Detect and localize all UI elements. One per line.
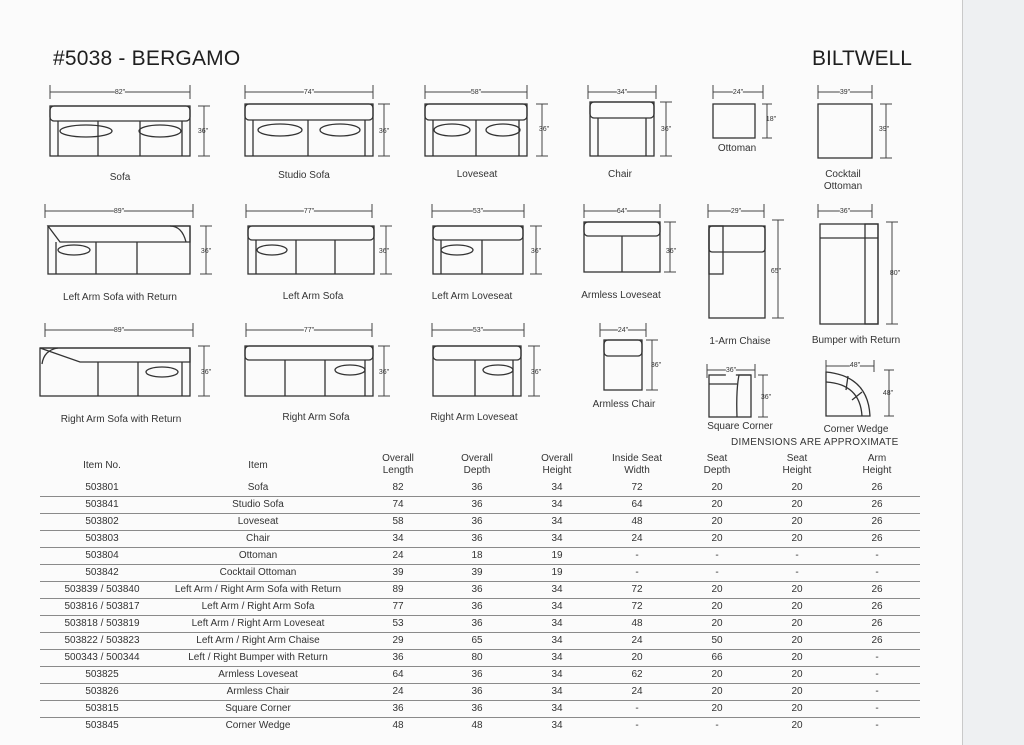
ottoman-drawing <box>713 104 755 138</box>
cell-depth: 36 <box>471 686 483 697</box>
cell-arm-height: 26 <box>871 499 883 510</box>
cell-depth: 39 <box>471 567 483 578</box>
cell-length: 82 <box>392 482 404 493</box>
label-corner-wedge: Corner Wedge <box>823 424 889 435</box>
cell-item-no: 503801 <box>85 482 119 493</box>
cell-length: 39 <box>392 567 404 578</box>
cell-seat-height: 20 <box>791 652 803 663</box>
cell-arm-height: 26 <box>871 618 883 629</box>
cell-height: 19 <box>551 550 563 561</box>
table-row <box>40 717 920 734</box>
cell-item: Left Arm / Right Arm Sofa with Return <box>174 584 342 595</box>
cell-seat-depth: - <box>715 720 719 731</box>
cell-depth: 36 <box>471 618 483 629</box>
dim-height-right-arm-loveseat: 36" <box>530 369 542 376</box>
left-arm-sofa-return-drawing <box>48 226 190 274</box>
table-row <box>40 564 920 582</box>
cell-depth: 36 <box>471 482 483 493</box>
cell-item: Ottoman <box>238 550 278 561</box>
cell-seat-height: 20 <box>791 618 803 629</box>
cell-seat-depth: 20 <box>711 686 723 697</box>
cell-item-no: 503826 <box>85 686 119 697</box>
label-studio-sofa: Studio Sofa <box>278 170 330 181</box>
cell-item: Armless Loveseat <box>218 669 298 680</box>
cell-item: Studio Sofa <box>232 499 284 510</box>
sofa-drawing <box>50 106 190 156</box>
cell-item-no: 503816 / 503817 <box>64 601 140 612</box>
label-left-arm-sofa-return: Left Arm Sofa with Return <box>63 292 177 303</box>
corner-wedge-drawing <box>826 372 870 416</box>
dim-width-right-arm-sofa-return: 89" <box>114 325 124 337</box>
table-row <box>40 700 920 718</box>
cocktail-ottoman-drawing <box>818 104 872 158</box>
label-left-arm-sofa: Left Arm Sofa <box>282 291 344 302</box>
cell-seat-height: 20 <box>791 482 803 493</box>
cell-inside-width: 62 <box>631 669 643 680</box>
cell-item-no: 503842 <box>85 567 119 578</box>
cell-arm-height: - <box>875 703 879 714</box>
cell-depth: 36 <box>471 499 483 510</box>
chair-drawing <box>590 102 654 156</box>
cell-inside-width: - <box>635 567 639 578</box>
dim-width-loveseat: 58" <box>471 87 481 99</box>
cell-inside-width: 24 <box>631 635 643 646</box>
cell-length: 29 <box>392 635 404 646</box>
cell-item-no: 503818 / 503819 <box>64 618 140 629</box>
cell-arm-height: 26 <box>871 516 883 527</box>
cell-height: 34 <box>551 516 563 527</box>
cell-item-no: 503802 <box>85 516 119 527</box>
table-row <box>40 649 920 667</box>
dim-height-left-arm-sofa: 36" <box>378 248 390 255</box>
cell-seat-height: 20 <box>791 720 803 731</box>
cell-arm-height: - <box>875 567 879 578</box>
cell-height: 34 <box>551 601 563 612</box>
cell-depth: 36 <box>471 601 483 612</box>
cell-height: 34 <box>551 499 563 510</box>
cell-item-no: 503845 <box>85 720 119 731</box>
table-row <box>40 513 920 531</box>
cell-item: Corner Wedge <box>225 720 291 731</box>
label-armless-loveseat: Armless Loveseat <box>581 290 661 301</box>
dim-height-right-arm-sofa: 36" <box>378 369 390 376</box>
cell-length: 34 <box>392 533 404 544</box>
cell-seat-depth: 20 <box>711 601 723 612</box>
cell-height: 34 <box>551 686 563 697</box>
dim-height-armless-loveseat: 36" <box>665 248 677 255</box>
table-row <box>40 547 920 565</box>
cell-length: 24 <box>392 550 404 561</box>
label-ottoman: Ottoman <box>717 143 757 154</box>
cell-arm-height: - <box>875 669 879 680</box>
th-seat-height: Seat Height <box>782 453 812 476</box>
cell-seat-depth: - <box>715 567 719 578</box>
cell-height: 34 <box>551 584 563 595</box>
table-row <box>40 683 920 701</box>
right-arm-loveseat-drawing <box>433 346 521 396</box>
cell-seat-depth: 20 <box>711 482 723 493</box>
studio-sofa-drawing <box>245 104 373 156</box>
label-sofa: Sofa <box>109 172 131 183</box>
dim-height-sofa: 36" <box>197 128 209 135</box>
label-bumper-with-return: Bumper with Return <box>811 335 901 346</box>
label-square-corner: Square Corner <box>707 421 773 432</box>
label-left-arm-loveseat: Left Arm Loveseat <box>431 291 513 302</box>
cell-seat-height: - <box>795 567 799 578</box>
label-right-arm-sofa: Right Arm Sofa <box>282 412 350 423</box>
right-arm-sofa-return-drawing <box>40 348 190 396</box>
th-item-no: Item No. <box>83 460 121 471</box>
cell-item-no: 503803 <box>85 533 119 544</box>
cell-height: 34 <box>551 533 563 544</box>
table-row <box>40 666 920 684</box>
cell-inside-width: 64 <box>631 499 643 510</box>
dim-height-bumper: 80" <box>889 270 901 277</box>
cell-item: Sofa <box>247 482 269 493</box>
cell-height: 34 <box>551 482 563 493</box>
dim-width-sofa: 82" <box>115 87 125 99</box>
cell-arm-height: - <box>875 686 879 697</box>
label-right-arm-sofa-return: Right Arm Sofa with Return <box>60 414 182 425</box>
cell-height: 34 <box>551 720 563 731</box>
cell-seat-depth: 20 <box>711 499 723 510</box>
cell-length: 74 <box>392 499 404 510</box>
label-loveseat: Loveseat <box>456 169 498 180</box>
cell-seat-depth: 50 <box>711 635 723 646</box>
th-seat-depth: Seat Depth <box>703 453 731 476</box>
cell-inside-width: - <box>635 720 639 731</box>
cell-inside-width: 48 <box>631 516 643 527</box>
page-title: #5038 - BERGAMO <box>53 47 241 70</box>
dim-width-armless-chair: 24" <box>618 325 628 337</box>
dim-height-chair: 36" <box>660 126 672 133</box>
cell-arm-height: - <box>875 720 879 731</box>
cell-seat-height: 20 <box>791 516 803 527</box>
dim-height-cocktail-ottoman: 39" <box>878 126 890 133</box>
brand-name: BILTWELL <box>812 47 912 70</box>
cell-arm-height: 26 <box>871 584 883 595</box>
cell-seat-depth: 20 <box>711 584 723 595</box>
cell-item: Armless Chair <box>226 686 290 697</box>
cell-height: 34 <box>551 635 563 646</box>
table-row <box>40 632 920 650</box>
cell-depth: 18 <box>471 550 483 561</box>
dim-width-left-arm-loveseat: 53" <box>473 206 483 218</box>
dim-height-square-corner: 36" <box>760 394 772 401</box>
cell-item: Left Arm / Right Arm Sofa <box>201 601 315 612</box>
bumper-with-return-drawing <box>820 224 878 324</box>
cell-depth: 80 <box>471 652 483 663</box>
cell-item: Square Corner <box>225 703 291 714</box>
dim-height-corner-wedge: 48" <box>882 390 894 397</box>
cell-item-no: 503822 / 503823 <box>64 635 140 646</box>
cell-height: 34 <box>551 669 563 680</box>
loveseat-drawing <box>425 104 527 156</box>
cell-item: Left Arm / Right Arm Chaise <box>196 635 320 646</box>
table-row <box>40 496 920 514</box>
cell-item: Left / Right Bumper with Return <box>188 652 328 663</box>
cell-item-no: 503839 / 503840 <box>64 584 140 595</box>
cell-seat-depth: 20 <box>711 618 723 629</box>
dim-width-studio-sofa: 74" <box>304 87 314 99</box>
cell-inside-width: - <box>635 703 639 714</box>
cell-item: Loveseat <box>237 516 279 527</box>
armless-loveseat-drawing <box>584 222 660 272</box>
cell-length: 89 <box>392 584 404 595</box>
cell-inside-width: 24 <box>631 533 643 544</box>
approximate-note: DIMENSIONS ARE APPROXIMATE <box>731 437 899 448</box>
cell-item-no: 503841 <box>85 499 119 510</box>
cell-inside-width: 72 <box>631 584 643 595</box>
label-one-arm-chaise: 1-Arm Chaise <box>709 336 771 347</box>
cell-item-no: 503804 <box>85 550 119 561</box>
cell-seat-height: 20 <box>791 703 803 714</box>
cell-length: 77 <box>392 601 404 612</box>
cell-item-no: 500343 / 500344 <box>64 652 140 663</box>
cell-length: 58 <box>392 516 404 527</box>
cell-seat-height: 20 <box>791 533 803 544</box>
cell-arm-height: 26 <box>871 601 883 612</box>
dim-width-cocktail-ottoman: 39" <box>840 87 850 99</box>
cell-seat-depth: 20 <box>711 703 723 714</box>
dim-height-ottoman: 18" <box>765 116 777 123</box>
dim-width-chair: 34" <box>617 87 627 99</box>
th-arm-height: Arm Height <box>862 453 892 476</box>
cell-depth: 36 <box>471 584 483 595</box>
dim-width-left-arm-sofa: 77" <box>304 206 314 218</box>
dim-width-bumper: 36" <box>840 206 850 218</box>
cell-arm-height: 26 <box>871 635 883 646</box>
cell-height: 34 <box>551 652 563 663</box>
cell-inside-width: 20 <box>631 652 643 663</box>
cell-seat-height: 20 <box>791 669 803 680</box>
dim-width-corner-wedge: 48" <box>850 360 860 372</box>
cell-length: 64 <box>392 669 404 680</box>
cell-seat-depth: - <box>715 550 719 561</box>
cell-arm-height: 26 <box>871 482 883 493</box>
cell-item-no: 503815 <box>85 703 119 714</box>
dim-width-armless-loveseat: 64" <box>617 206 627 218</box>
cell-arm-height: 26 <box>871 533 883 544</box>
dim-width-ottoman: 24" <box>733 87 743 99</box>
left-arm-loveseat-drawing <box>433 226 523 274</box>
cell-depth: 65 <box>471 635 483 646</box>
cell-seat-depth: 20 <box>711 533 723 544</box>
table-row <box>40 598 920 616</box>
label-cocktail-ottoman: Cocktail Ottoman <box>823 169 863 192</box>
right-arm-sofa-drawing <box>245 346 373 396</box>
dim-height-right-arm-sofa-return: 36" <box>200 369 212 376</box>
cell-seat-height: 20 <box>791 499 803 510</box>
cell-height: 34 <box>551 703 563 714</box>
cell-length: 48 <box>392 720 404 731</box>
dim-width-square-corner: 36" <box>726 365 736 377</box>
th-inside-seat-width: Inside Seat Width <box>611 453 663 476</box>
left-arm-sofa-drawing <box>248 226 374 274</box>
dim-height-chaise: 65" <box>770 268 782 275</box>
dim-height-armless-chair: 36" <box>650 362 662 369</box>
cell-height: 19 <box>551 567 563 578</box>
dim-width-chaise: 29" <box>731 206 741 218</box>
cell-seat-height: - <box>795 550 799 561</box>
cell-depth: 36 <box>471 516 483 527</box>
cell-item: Chair <box>246 533 270 544</box>
square-corner-drawing <box>709 375 751 417</box>
label-armless-chair: Armless Chair <box>592 399 656 410</box>
cell-seat-height: 20 <box>791 635 803 646</box>
table-row <box>40 530 920 548</box>
cell-inside-width: 24 <box>631 686 643 697</box>
table-row <box>40 581 920 599</box>
cell-inside-width: 72 <box>631 482 643 493</box>
dim-height-studio-sofa: 36" <box>378 128 390 135</box>
cell-depth: 36 <box>471 669 483 680</box>
cell-seat-height: 20 <box>791 686 803 697</box>
dim-height-left-arm-loveseat: 36" <box>530 248 542 255</box>
cell-arm-height: - <box>875 652 879 663</box>
cell-height: 34 <box>551 618 563 629</box>
cell-seat-depth: 66 <box>711 652 723 663</box>
th-item: Item <box>248 460 268 471</box>
label-right-arm-loveseat: Right Arm Loveseat <box>430 412 518 423</box>
th-overall-height: Overall Height <box>541 453 573 476</box>
cell-seat-height: 20 <box>791 601 803 612</box>
cell-seat-height: 20 <box>791 584 803 595</box>
label-chair: Chair <box>608 169 632 180</box>
dim-width-right-arm-loveseat: 53" <box>473 325 483 337</box>
cell-arm-height: - <box>875 550 879 561</box>
cell-length: 36 <box>392 652 404 663</box>
cell-seat-depth: 20 <box>711 669 723 680</box>
one-arm-chaise-drawing <box>709 226 765 318</box>
th-overall-length: Overall Length <box>382 453 414 476</box>
cell-inside-width: 48 <box>631 618 643 629</box>
cell-item: Cocktail Ottoman <box>219 567 297 578</box>
table-row <box>40 615 920 633</box>
cell-length: 24 <box>392 686 404 697</box>
dim-height-left-arm-sofa-return: 36" <box>200 248 212 255</box>
armless-chair-drawing <box>604 340 642 390</box>
th-overall-depth: Overall Depth <box>461 453 493 476</box>
cell-inside-width: 72 <box>631 601 643 612</box>
cell-item: Left Arm / Right Arm Loveseat <box>191 618 325 629</box>
table-row <box>40 479 920 497</box>
cell-depth: 36 <box>471 533 483 544</box>
dim-height-loveseat: 36" <box>538 126 550 133</box>
cell-inside-width: - <box>635 550 639 561</box>
dim-width-right-arm-sofa: 77" <box>304 325 314 337</box>
cell-depth: 36 <box>471 703 483 714</box>
cell-length: 53 <box>392 618 404 629</box>
cell-item-no: 503825 <box>85 669 119 680</box>
dim-width-left-arm-sofa-return: 89" <box>114 206 124 218</box>
cell-depth: 48 <box>471 720 483 731</box>
cell-seat-depth: 20 <box>711 516 723 527</box>
cell-length: 36 <box>392 703 404 714</box>
